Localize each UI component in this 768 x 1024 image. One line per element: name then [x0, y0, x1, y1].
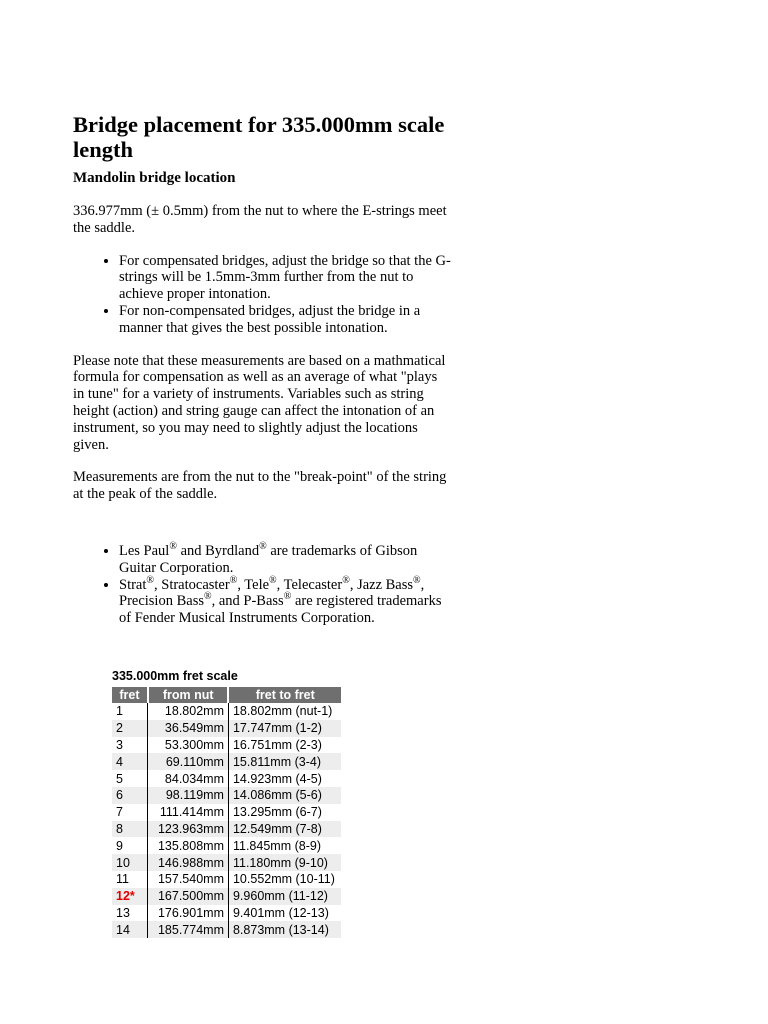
fret-cell: 13 — [116, 905, 130, 920]
table-row — [112, 921, 341, 938]
table-row — [112, 821, 341, 838]
from-nut-cell: 84.034mm — [148, 770, 229, 787]
registered-mark: ® — [169, 541, 177, 553]
fret-to-fret-cell: 9.960mm (11-12) — [228, 888, 341, 905]
fret-to-fret-cell: 16.751mm (2-3) — [232, 737, 322, 752]
fret-cell: 10 — [112, 854, 148, 871]
trademark-byrdland: Byrdland — [205, 542, 260, 559]
trademark-telecaster: , Telecaster — [276, 576, 343, 593]
table-body — [112, 703, 341, 938]
table-row — [112, 753, 341, 770]
fret-to-fret-cell: 10.552mm (10-11) — [232, 872, 335, 887]
measurement-paragraph: Measurements are from the nut to the "break-point" of the string at the peak of the saddle. — [73, 469, 447, 503]
fret-cell: 6 — [112, 787, 148, 804]
from-nut-cell: 176.901mm — [148, 905, 229, 922]
trademark-text: are trademarks of Gibson Guitar Corporation. — [119, 542, 418, 576]
table-row — [112, 787, 341, 804]
bridge-tips-list — [73, 253, 451, 337]
trademark-fender — [119, 574, 451, 627]
fret-cell: 12* — [112, 888, 148, 905]
fret-to-fret-cell: 18.802mm (nut-1) — [232, 704, 333, 719]
from-nut-cell: 185.774mm — [148, 921, 229, 938]
table-row — [112, 770, 341, 787]
fret-cell: 7 — [116, 805, 123, 820]
registered-mark: ® — [146, 574, 154, 586]
header-fret: fret — [112, 687, 148, 703]
fret-to-fret-cell: 15.811mm (3-4) — [228, 753, 341, 770]
from-nut-cell: 53.300mm — [148, 737, 229, 754]
fret-cell: 14 — [112, 921, 148, 938]
fret-to-fret-cell: 11.180mm (9-10) — [228, 854, 341, 871]
page-subtitle: Mandolin bridge location — [73, 170, 236, 186]
table-row — [112, 871, 341, 888]
from-nut-cell: 123.963mm — [148, 821, 229, 838]
fret-to-fret-cell: 9.401mm (12-13) — [232, 905, 329, 920]
table-row — [112, 905, 341, 922]
fret-table — [112, 687, 341, 938]
fret-cell: 5 — [116, 771, 123, 786]
fret-cell: 1 — [116, 704, 123, 719]
table-row — [112, 737, 341, 754]
fret-to-fret-cell: 17.747mm (1-2) — [228, 720, 341, 737]
table-row — [112, 720, 341, 737]
fret-to-fret-cell: 14.923mm (4-5) — [232, 771, 322, 786]
trademark-p-bass: , and P-Bass — [211, 593, 284, 610]
registered-mark: ® — [413, 574, 421, 586]
trademark-jazz-bass: , Jazz Bass — [349, 576, 414, 593]
page-title: Bridge placement for 335.000mm scale length — [73, 112, 445, 162]
fret-to-fret-cell: 14.086mm (5-6) — [228, 787, 341, 804]
from-nut-cell: 36.549mm — [148, 720, 229, 737]
table-row — [112, 854, 341, 871]
registered-mark: ® — [269, 574, 277, 586]
header-fret-to-fret: fret to fret — [228, 687, 341, 703]
registered-mark: ® — [229, 574, 238, 586]
list-item: • For non-compensated bridges, adjust the bridge in a manner that gives the best possible intonation. — [119, 303, 451, 337]
from-nut-cell: 157.540mm — [148, 871, 229, 888]
fret-to-fret-cell: 12.549mm (7-8) — [228, 821, 341, 838]
from-nut-cell: 18.802mm — [148, 703, 229, 720]
trademark-stratocaster: , Stratocaster — [154, 576, 230, 593]
from-nut-cell: 69.110mm — [148, 753, 229, 770]
trademark-les-paul: Les Paul — [119, 542, 170, 559]
table-row — [112, 703, 341, 720]
table-header-row — [112, 687, 341, 703]
from-nut-cell: 146.988mm — [148, 854, 229, 871]
trademark-strat: Strat — [119, 576, 147, 593]
table-caption: 335.000mm fret scale — [112, 669, 238, 683]
fret-cell: 2 — [112, 720, 148, 737]
fret-to-fret-cell: 8.873mm (13-14) — [228, 921, 341, 938]
fret-cell: 11 — [116, 872, 129, 887]
fret-to-fret-cell: 13.295mm (6-7) — [232, 805, 322, 820]
intro-paragraph: 336.977mm (± 0.5mm) from the nut to where the E-strings meet the saddle. — [73, 203, 447, 236]
trademark-text: and — [176, 542, 206, 559]
trademark-tele: , Tele — [237, 576, 270, 593]
registered-mark: ® — [203, 591, 212, 603]
table-row — [112, 888, 341, 905]
registered-mark: ® — [259, 541, 267, 553]
list-item: • For compensated bridges, adjust the bridge so that the G-strings will be 1.5mm-3mm further from the nut to achieve proper intonation. — [119, 253, 451, 303]
from-nut-cell: 135.808mm — [148, 837, 229, 854]
header-from-nut: from nut — [148, 687, 229, 703]
trademark-gibson — [119, 543, 451, 577]
from-nut-cell: 167.500mm — [148, 888, 229, 905]
registered-mark: ® — [342, 574, 350, 586]
fret-cell: 8 — [112, 821, 148, 838]
fret-table-section — [112, 668, 342, 938]
table-row — [112, 804, 341, 821]
from-nut-cell: 111.414mm — [148, 804, 229, 821]
table-row — [112, 837, 341, 854]
from-nut-cell: 98.119mm — [148, 787, 229, 804]
fret-cell: 4 — [112, 753, 148, 770]
article — [73, 112, 451, 627]
trademark-list — [73, 543, 451, 627]
fret-cell: 9 — [116, 838, 123, 853]
fret-cell: 3 — [116, 737, 123, 752]
trademark-text: are registered trademarks of Fender Musical Instruments Corporation. — [119, 593, 442, 627]
registered-mark: ® — [283, 591, 292, 603]
note-paragraph: Please note that these measurements are based on a mathmatical formula for compensation as well as an average of what "plays in tune" for a variety of instruments. Variables such as string height (action) and string gauge can affect the intonation of an instrument, so you may need to slightly adjust the locations given. — [73, 352, 446, 453]
trademark-precision-bass: , Precision Bass — [119, 576, 425, 610]
fret-to-fret-cell: 11.845mm (8-9) — [232, 838, 321, 853]
